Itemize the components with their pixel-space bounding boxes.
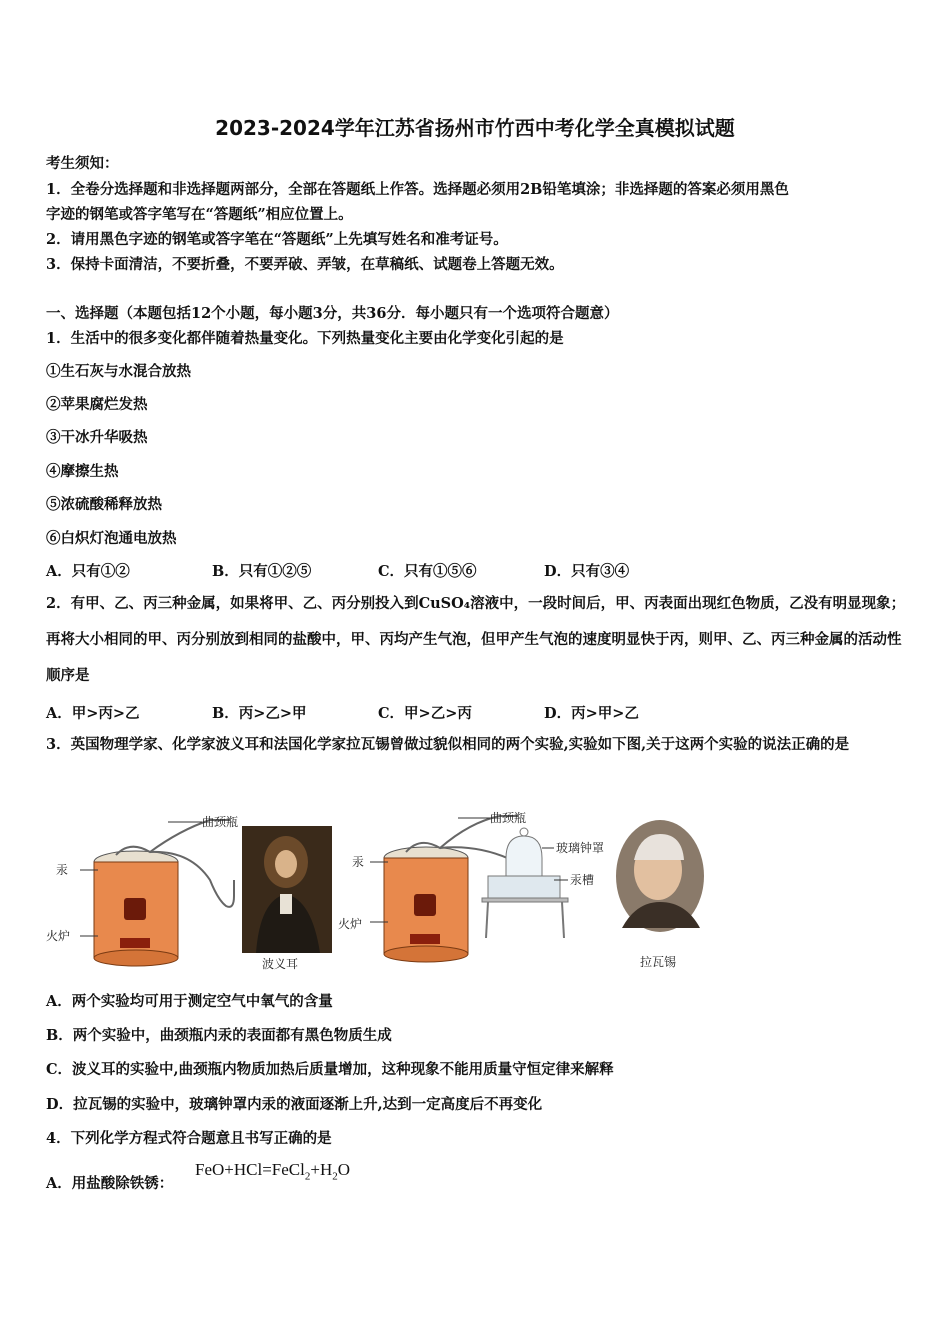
label-lavoisier: 拉瓦锡 (640, 955, 677, 969)
q3-option-d[interactable]: D．拉瓦锡的实验中，玻璃钟罩内汞的液面逐渐上升,达到一定高度后不再变化 (46, 1096, 543, 1113)
notice-item: 2．请用黑色字迹的钢笔或答字笔在“答题纸”上先填写姓名和准考证号。 (46, 231, 508, 248)
q2-option-a[interactable]: A．甲>丙>乙 (46, 705, 140, 722)
q2-option-c[interactable]: C．甲>乙>丙 (378, 705, 472, 722)
q1-item: ③干冰升华吸热 (46, 429, 148, 446)
q1-item: ④摩擦生热 (46, 463, 119, 480)
eq-subscript: 2 (304, 1170, 311, 1183)
label-bell-jar: 玻璃钟罩 (556, 841, 605, 855)
q4-option-a[interactable]: A．用盐酸除铁锈： (46, 1175, 174, 1192)
page-title: 2023-2024学年江苏省扬州市竹西中考化学全真模拟试题 (215, 116, 735, 140)
section-heading: 一、选择题（本题包括12个小题，每小题3分，共36分．每小题只有一个选项符合题意） (46, 305, 619, 322)
q2-options (46, 702, 710, 723)
q1-item: ②苹果腐烂发热 (46, 396, 148, 413)
label-boyle: 波义耳 (262, 957, 299, 971)
question-4-stem: 4．下列化学方程式符合题意且书写正确的是 (46, 1130, 332, 1147)
q1-options (46, 560, 710, 581)
q1-option-b[interactable]: B．只有①②⑤ (212, 563, 312, 580)
q3-option-b[interactable]: B．两个实验中，曲颈瓶内汞的表面都有黑色物质生成 (46, 1027, 392, 1044)
notice-item: 3．保持卡面清洁，不要折叠，不要弄破、弄皱，在草稿纸、试题卷上答题无效。 (46, 256, 564, 273)
q3-option-c[interactable]: C．波义耳的实验中,曲颈瓶内物质加热后质量增加，这种现象不能用质量守恒定律来解释 (46, 1061, 614, 1078)
q2-option-b[interactable]: B．丙>乙>甲 (212, 705, 307, 722)
notice-item: 1．全卷分选择题和非选择题两部分，全部在答题纸上作答。选择题必须用2B铅笔填涂；非选择题的答案必须用黑色 (46, 181, 789, 198)
label-flask-2: 曲颈瓶 (490, 811, 527, 825)
question-3-stem: 3．英国物理学家、化学家波义耳和法国化学家拉瓦锡曾做过貌似相同的两个实验,实验如下图,关于这两个实验的说法正确的是 (46, 736, 850, 753)
boyle-portrait-illustration (242, 826, 332, 953)
question-2-stem: 2．有甲、乙、丙三种金属，如果将甲、乙、丙分别投入到CuSO₄溶液中，一段时间后，甲、丙表面出现红色物质，乙没有明显现象；再将大小相同的甲、丙分别放到相同的盐酸中，甲、丙均产生气泡，但甲产生气泡的速度明显快于丙，则甲、乙、丙三种金属的活动性顺序是 (46, 595, 906, 684)
lavoisier-portrait-illustration (616, 820, 704, 932)
q1-option-d[interactable]: D．只有③④ (544, 563, 630, 580)
q1-item: ⑥白炽灯泡通电放热 (46, 530, 177, 547)
eq-part: O (337, 1160, 351, 1179)
label-trough: 汞槽 (570, 873, 595, 887)
label-furnace-2: 火炉 (338, 917, 363, 931)
q1-item: ⑤浓硫酸稀释放热 (46, 496, 162, 513)
label-furnace-1: 火炉 (46, 929, 71, 943)
q2-option-d[interactable]: D．丙>甲>乙 (544, 705, 639, 722)
q1-item: ①生石灰与水混合放热 (46, 363, 191, 380)
eq-part: +H (310, 1160, 333, 1179)
eq-part: FeO+HCl=FeCl (195, 1160, 305, 1179)
q1-option-a[interactable]: A．只有①② (46, 563, 130, 580)
question-1-stem: 1．生活中的很多变化都伴随着热量变化。下列热量变化主要由化学变化引起的是 (46, 330, 564, 347)
chemical-equation (195, 1160, 350, 1182)
label-mercury-2: 汞 (352, 855, 365, 869)
notice-item: 字迹的钢笔或答字笔写在“答题纸”相应位置上。 (46, 206, 353, 223)
q3-option-a[interactable]: A．两个实验均可用于测定空气中氧气的含量 (46, 993, 333, 1010)
label-mercury-1: 汞 (56, 863, 69, 877)
notice-heading: 考生须知： (46, 155, 119, 172)
eq-subscript: 2 (332, 1170, 338, 1183)
label-flask-1: 曲颈瓶 (202, 815, 239, 829)
q1-option-c[interactable]: C．只有①⑤⑥ (378, 563, 477, 580)
furnace-left-illustration (80, 820, 234, 966)
experiment-figure (40, 810, 720, 980)
